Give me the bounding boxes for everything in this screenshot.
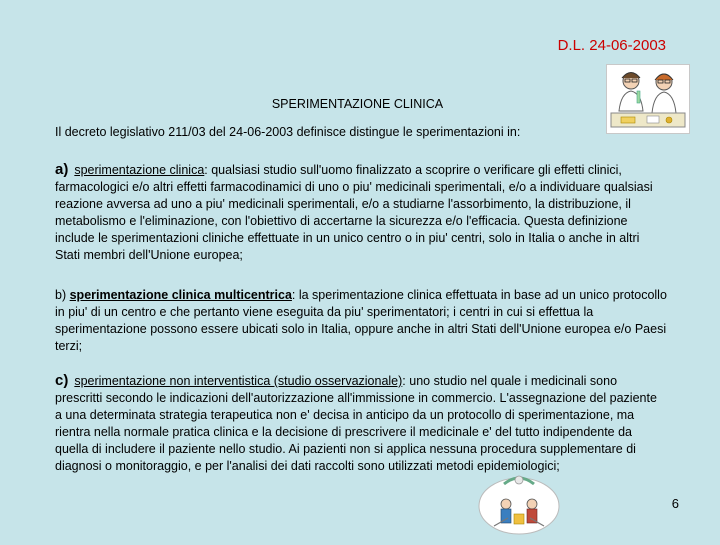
- term-c: sperimentazione non interventistica (studio osservazionale): [74, 374, 403, 388]
- definition-b-text: : la sperimentazione clinica effettuata in base ad un unico protocollo in piu' di un centro e che pertanto viene eseguita da piu' sperimentatori; i centri in cui si effettua la sperimentazione possono essere ubicati solo in Italia, oppure anche in altri Stati dell'Unione europea e/o Paesi terzi;: [55, 288, 667, 353]
- definition-c-text: : uno studio nel quale i medicinali sono prescritti secondo le indicazioni dell'autorizzazione all'immissione in commercio. L'assegnazione del paziente a una determinata strategia terapeutica non e' decisa in anticipo da un protocollo di sperimentazione, ma rientra nella normale pratica clinica e la decisione di prescrivere il medicinale e' del tutto indipendente da quella di includere il paziente nello studio. Ai pazienti non si applica nessuna procedura supplementare di diagnosi o monitoraggio, e per l'analisi dei dati raccolti sono utilizzati metodi epidemiologici;: [55, 374, 657, 473]
- intro-text: Il decreto legislativo 211/03 del 24-06-2003 definisce distingue le sperimentazioni in:: [55, 125, 521, 139]
- definition-a: [55, 161, 667, 264]
- definition-b: [55, 287, 667, 355]
- item-marker-b: b): [55, 288, 67, 302]
- page-number: 6: [671, 496, 679, 511]
- item-marker-c: c): [55, 372, 69, 389]
- team-clipart-icon: [474, 470, 564, 540]
- slide-title: SPERIMENTAZIONE CLINICA: [271, 97, 444, 111]
- term-b: sperimentazione clinica multicentrica: [69, 288, 292, 302]
- definition-c: [55, 372, 667, 475]
- term-a: sperimentazione clinica: [74, 163, 205, 177]
- header-reference: D.L. 24-06-2003: [557, 37, 666, 54]
- item-marker-a: a): [55, 161, 69, 178]
- definition-a-text: : qualsiasi studio sull'uomo finalizzato a scoprire o verificare gli effetti clinici, farmacologici e/o altri effetti farmacodinamici di uno o piu' medicinali sperimentali, e/o a individuare qualsiasi reazione avversa ad uno a piu' medicinali sperimentali, e/o a studiarne l'assorbimento, la distribuzione, il metabolismo e l'eliminazione, con l'obiettivo di accertarne la sicurezza e/o l'efficacia. Questa definizione include le sperimentazioni cliniche effettuate in un unico centro o in piu' centri, solo in Italia o anche in altri Stati membri dell'Unione europea;: [55, 163, 653, 262]
